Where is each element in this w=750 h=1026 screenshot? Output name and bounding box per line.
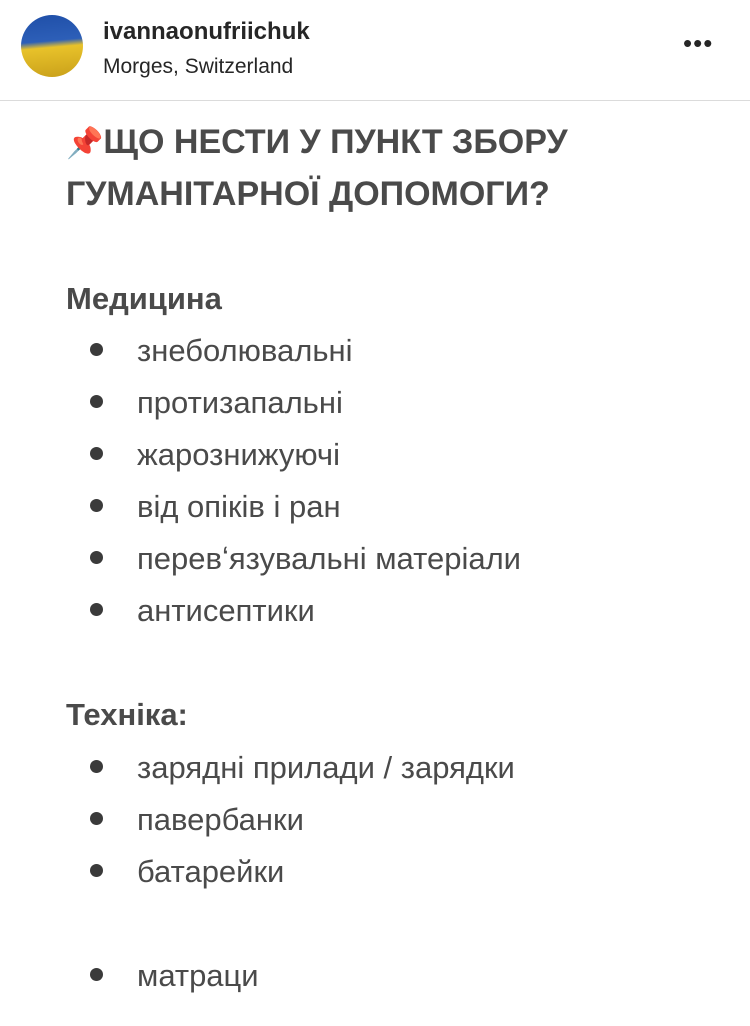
username-link[interactable]: ivannaonufriichuk	[103, 18, 310, 45]
more-options-icon[interactable]: •••	[683, 28, 714, 58]
bullet-icon	[90, 447, 103, 460]
bullet-icon	[90, 343, 103, 356]
item-text: батарейки	[137, 854, 285, 889]
pushpin-icon: 📌	[66, 127, 104, 160]
bullet-icon	[90, 603, 103, 616]
list-item	[90, 385, 343, 421]
list-item	[90, 333, 353, 369]
bullet-icon	[90, 812, 103, 825]
item-text: павербанки	[137, 802, 304, 837]
bullet-icon	[90, 551, 103, 564]
post-title-line-2: ГУМАНІТАРНОЇ ДОПОМОГИ?	[66, 175, 550, 213]
item-text: протизапальні	[137, 385, 343, 420]
bullet-icon	[90, 760, 103, 773]
bullet-icon	[90, 968, 103, 981]
list-item	[90, 958, 259, 994]
item-text: зарядні прилади / зарядки	[137, 750, 515, 785]
list-item	[90, 593, 315, 629]
section-heading-tech: Техніка:	[66, 697, 188, 732]
avatar[interactable]	[21, 15, 83, 77]
bullet-icon	[90, 499, 103, 512]
title-text: ЩО НЕСТИ У ПУНКТ ЗБОРУ	[103, 123, 568, 161]
list-item	[90, 750, 515, 786]
list-item	[90, 802, 304, 838]
location-link[interactable]: Morges, Switzerland	[103, 55, 294, 78]
item-text: антисептики	[137, 593, 315, 628]
bullet-icon	[90, 864, 103, 877]
item-text: знеболювальні	[137, 333, 353, 368]
list-item	[90, 541, 521, 577]
item-text: від опіків і ран	[137, 489, 341, 524]
section-heading-medicine: Медицина	[66, 281, 222, 316]
list-item	[90, 854, 284, 890]
item-text: перевʻязувальні матеріали	[137, 541, 521, 576]
post-title-line-1	[66, 123, 568, 162]
list-item	[90, 489, 341, 525]
bullet-icon	[90, 395, 103, 408]
post-header	[0, 0, 750, 101]
post-image	[0, 101, 750, 1026]
item-text: матраци	[137, 958, 259, 993]
item-text: жарознижуючі	[137, 437, 340, 472]
list-item	[90, 437, 340, 473]
